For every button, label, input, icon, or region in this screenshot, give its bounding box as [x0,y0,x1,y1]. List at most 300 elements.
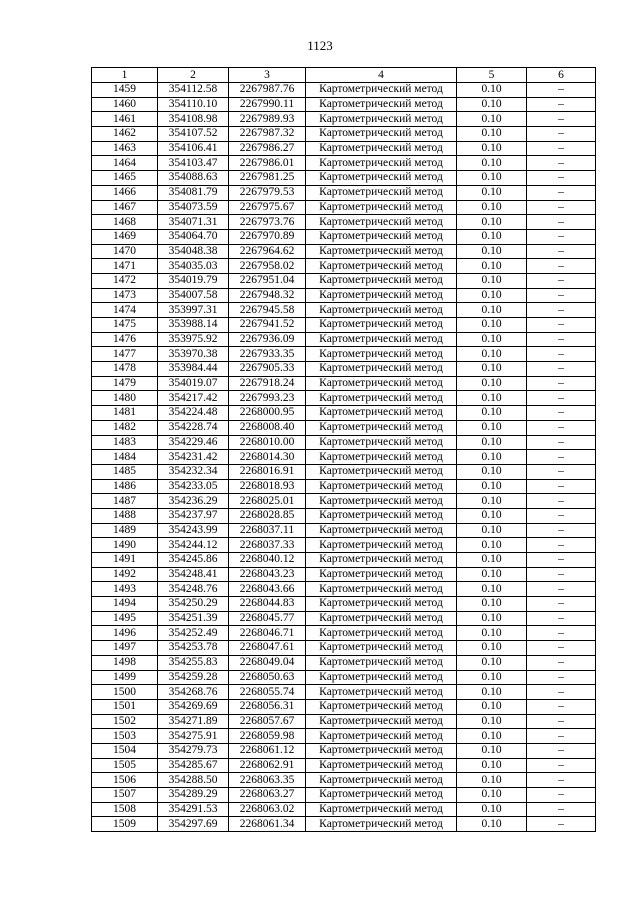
point-number-cell: 1505 [92,758,158,773]
x-coordinate-cell: 353970.38 [158,347,229,362]
x-coordinate-cell: 354035.03 [158,259,229,274]
point-number-cell: 1499 [92,670,158,685]
note-cell: – [527,597,596,612]
method-cell: Картометрический метод [306,508,457,523]
table-row [92,494,596,509]
method-cell: Картометрический метод [306,641,457,656]
note-cell: – [527,391,596,406]
point-number-cell: 1494 [92,597,158,612]
x-coordinate-cell: 354231.42 [158,450,229,465]
accuracy-cell: 0.10 [457,435,527,450]
point-number-cell: 1484 [92,450,158,465]
method-cell: Картометрический метод [306,611,457,626]
y-coordinate-cell: 2268063.27 [229,788,306,803]
x-coordinate-cell: 354108.98 [158,112,229,127]
point-number-cell: 1496 [92,626,158,641]
note-cell: – [527,508,596,523]
accuracy-cell: 0.10 [457,626,527,641]
accuracy-cell: 0.10 [457,332,527,347]
y-coordinate-cell: 2267948.32 [229,288,306,303]
y-coordinate-cell: 2268063.35 [229,773,306,788]
table-row [92,611,596,626]
note-cell: – [527,435,596,450]
y-coordinate-cell: 2268056.31 [229,699,306,714]
accuracy-cell: 0.10 [457,244,527,259]
method-cell: Картометрический метод [306,479,457,494]
x-coordinate-cell: 354081.79 [158,185,229,200]
x-coordinate-cell: 354250.29 [158,597,229,612]
method-cell: Картометрический метод [306,435,457,450]
accuracy-cell: 0.10 [457,670,527,685]
y-coordinate-cell: 2268028.85 [229,508,306,523]
y-coordinate-cell: 2267945.58 [229,303,306,318]
y-coordinate-cell: 2267987.32 [229,127,306,142]
point-number-cell: 1470 [92,244,158,259]
accuracy-cell: 0.10 [457,567,527,582]
y-coordinate-cell: 2268040.12 [229,553,306,568]
y-coordinate-cell: 2268000.95 [229,406,306,421]
y-coordinate-cell: 2267970.89 [229,229,306,244]
accuracy-cell: 0.10 [457,494,527,509]
note-cell: – [527,523,596,538]
x-coordinate-cell: 354285.67 [158,758,229,773]
y-coordinate-cell: 2268043.23 [229,567,306,582]
method-cell: Картометрический метод [306,141,457,156]
x-coordinate-cell: 353984.44 [158,362,229,377]
accuracy-cell: 0.10 [457,538,527,553]
x-coordinate-cell: 354237.97 [158,508,229,523]
note-cell: – [527,83,596,98]
point-number-cell: 1507 [92,788,158,803]
x-coordinate-cell: 354255.83 [158,655,229,670]
accuracy-cell: 0.10 [457,464,527,479]
y-coordinate-cell: 2267933.35 [229,347,306,362]
method-cell: Картометрический метод [306,817,457,832]
note-cell: – [527,171,596,186]
x-coordinate-cell: 354232.34 [158,464,229,479]
note-cell: – [527,259,596,274]
point-number-cell: 1464 [92,156,158,171]
point-number-cell: 1471 [92,259,158,274]
y-coordinate-cell: 2268061.34 [229,817,306,832]
table-row [92,362,596,377]
x-coordinate-cell: 354048.38 [158,244,229,259]
method-cell: Картометрический метод [306,347,457,362]
method-cell: Картометрический метод [306,729,457,744]
method-cell: Картометрический метод [306,288,457,303]
method-cell: Картометрический метод [306,567,457,582]
accuracy-cell: 0.10 [457,582,527,597]
point-number-cell: 1476 [92,332,158,347]
table-row [92,450,596,465]
point-number-cell: 1486 [92,479,158,494]
table-row [92,626,596,641]
x-coordinate-cell: 354064.70 [158,229,229,244]
y-coordinate-cell: 2268046.71 [229,626,306,641]
method-cell: Картометрический метод [306,788,457,803]
accuracy-cell: 0.10 [457,185,527,200]
method-cell: Картометрический метод [306,699,457,714]
accuracy-cell: 0.10 [457,729,527,744]
table-row [92,464,596,479]
table-row [92,508,596,523]
column-header-6: 6 [527,68,596,83]
x-coordinate-cell: 354019.79 [158,273,229,288]
note-cell: – [527,362,596,377]
point-number-cell: 1491 [92,553,158,568]
accuracy-cell: 0.10 [457,141,527,156]
method-cell: Картометрический метод [306,318,457,333]
table-row [92,347,596,362]
x-coordinate-cell: 354233.05 [158,479,229,494]
y-coordinate-cell: 2268047.61 [229,641,306,656]
y-coordinate-cell: 2267973.76 [229,215,306,230]
point-number-cell: 1474 [92,303,158,318]
note-cell: – [527,450,596,465]
method-cell: Картометрический метод [306,156,457,171]
point-number-cell: 1460 [92,97,158,112]
accuracy-cell: 0.10 [457,553,527,568]
method-cell: Картометрический метод [306,200,457,215]
table-row [92,523,596,538]
x-coordinate-cell: 354007.58 [158,288,229,303]
x-coordinate-cell: 354268.76 [158,685,229,700]
note-cell: – [527,156,596,171]
table-row [92,171,596,186]
point-number-cell: 1503 [92,729,158,744]
column-header-3: 3 [229,68,306,83]
table-row [92,259,596,274]
point-number-cell: 1469 [92,229,158,244]
y-coordinate-cell: 2267975.67 [229,200,306,215]
table-row [92,303,596,318]
note-cell: – [527,229,596,244]
y-coordinate-cell: 2267905.33 [229,362,306,377]
note-cell: – [527,288,596,303]
x-coordinate-cell: 354073.59 [158,200,229,215]
method-cell: Картометрический метод [306,97,457,112]
x-coordinate-cell: 354275.91 [158,729,229,744]
table-row [92,553,596,568]
accuracy-cell: 0.10 [457,303,527,318]
note-cell: – [527,626,596,641]
accuracy-cell: 0.10 [457,229,527,244]
y-coordinate-cell: 2268037.11 [229,523,306,538]
table-row [92,141,596,156]
method-cell: Картометрический метод [306,420,457,435]
table-row [92,229,596,244]
point-number-cell: 1481 [92,406,158,421]
x-coordinate-cell: 353988.14 [158,318,229,333]
y-coordinate-cell: 2268037.33 [229,538,306,553]
accuracy-cell: 0.10 [457,802,527,817]
method-cell: Картометрический метод [306,523,457,538]
accuracy-cell: 0.10 [457,127,527,142]
point-number-cell: 1504 [92,743,158,758]
accuracy-cell: 0.10 [457,376,527,391]
accuracy-cell: 0.10 [457,714,527,729]
y-coordinate-cell: 2268018.93 [229,479,306,494]
x-coordinate-cell: 354271.89 [158,714,229,729]
note-cell: – [527,318,596,333]
x-coordinate-cell: 354291.53 [158,802,229,817]
table-header-row [92,68,596,83]
point-number-cell: 1483 [92,435,158,450]
method-cell: Картометрический метод [306,215,457,230]
page-number: 1123 [307,38,333,53]
accuracy-cell: 0.10 [457,479,527,494]
y-coordinate-cell: 2267979.53 [229,185,306,200]
accuracy-cell: 0.10 [457,288,527,303]
table-row [92,435,596,450]
table-row [92,685,596,700]
method-cell: Картометрический метод [306,758,457,773]
accuracy-cell: 0.10 [457,215,527,230]
method-cell: Картометрический метод [306,553,457,568]
y-coordinate-cell: 2268055.74 [229,685,306,700]
point-number-cell: 1492 [92,567,158,582]
table-row [92,743,596,758]
y-coordinate-cell: 2268061.12 [229,743,306,758]
point-number-cell: 1497 [92,641,158,656]
note-cell: – [527,758,596,773]
note-cell: – [527,127,596,142]
table-row [92,244,596,259]
note-cell: – [527,141,596,156]
point-number-cell: 1502 [92,714,158,729]
y-coordinate-cell: 2268016.91 [229,464,306,479]
method-cell: Картометрический метод [306,714,457,729]
x-coordinate-cell: 354107.52 [158,127,229,142]
method-cell: Картометрический метод [306,376,457,391]
note-cell: – [527,479,596,494]
point-number-cell: 1473 [92,288,158,303]
table-row [92,273,596,288]
note-cell: – [527,567,596,582]
table-row [92,127,596,142]
table-row [92,479,596,494]
x-coordinate-cell: 354243.99 [158,523,229,538]
table-row [92,817,596,832]
x-coordinate-cell: 354248.76 [158,582,229,597]
column-header-1: 1 [92,68,158,83]
table-row [92,788,596,803]
accuracy-cell: 0.10 [457,699,527,714]
table-row [92,332,596,347]
y-coordinate-cell: 2268059.98 [229,729,306,744]
method-cell: Картометрический метод [306,685,457,700]
x-coordinate-cell: 354245.86 [158,553,229,568]
note-cell: – [527,582,596,597]
table-row [92,376,596,391]
note-cell: – [527,420,596,435]
note-cell: – [527,611,596,626]
note-cell: – [527,200,596,215]
x-coordinate-cell: 354244.12 [158,538,229,553]
accuracy-cell: 0.10 [457,655,527,670]
x-coordinate-cell: 354217.42 [158,391,229,406]
method-cell: Картометрический метод [306,127,457,142]
table-row [92,655,596,670]
point-number-cell: 1463 [92,141,158,156]
accuracy-cell: 0.10 [457,743,527,758]
note-cell: – [527,376,596,391]
note-cell: – [527,773,596,788]
method-cell: Картометрический метод [306,597,457,612]
y-coordinate-cell: 2267958.02 [229,259,306,274]
y-coordinate-cell: 2268043.66 [229,582,306,597]
point-number-cell: 1478 [92,362,158,377]
y-coordinate-cell: 2268050.63 [229,670,306,685]
note-cell: – [527,538,596,553]
y-coordinate-cell: 2267987.76 [229,83,306,98]
y-coordinate-cell: 2268014.30 [229,450,306,465]
accuracy-cell: 0.10 [457,597,527,612]
method-cell: Картометрический метод [306,464,457,479]
method-cell: Картометрический метод [306,406,457,421]
accuracy-cell: 0.10 [457,420,527,435]
method-cell: Картометрический метод [306,626,457,641]
accuracy-cell: 0.10 [457,318,527,333]
y-coordinate-cell: 2268010.00 [229,435,306,450]
note-cell: – [527,714,596,729]
note-cell: – [527,185,596,200]
method-cell: Картометрический метод [306,112,457,127]
y-coordinate-cell: 2268062.91 [229,758,306,773]
accuracy-cell: 0.10 [457,259,527,274]
note-cell: – [527,347,596,362]
table-row [92,97,596,112]
point-number-cell: 1509 [92,817,158,832]
table-row [92,185,596,200]
method-cell: Картометрический метод [306,332,457,347]
y-coordinate-cell: 2267989.93 [229,112,306,127]
table-row [92,83,596,98]
accuracy-cell: 0.10 [457,450,527,465]
table-row [92,288,596,303]
point-number-cell: 1500 [92,685,158,700]
y-coordinate-cell: 2267981.25 [229,171,306,186]
point-number-cell: 1467 [92,200,158,215]
x-coordinate-cell: 353975.92 [158,332,229,347]
method-cell: Картометрический метод [306,655,457,670]
x-coordinate-cell: 354289.29 [158,788,229,803]
table-row [92,699,596,714]
method-cell: Картометрический метод [306,171,457,186]
x-coordinate-cell: 354252.49 [158,626,229,641]
note-cell: – [527,303,596,318]
method-cell: Картометрический метод [306,582,457,597]
accuracy-cell: 0.10 [457,97,527,112]
table-row [92,391,596,406]
y-coordinate-cell: 2268044.83 [229,597,306,612]
table-row [92,582,596,597]
point-number-cell: 1480 [92,391,158,406]
accuracy-cell: 0.10 [457,362,527,377]
accuracy-cell: 0.10 [457,171,527,186]
point-number-cell: 1485 [92,464,158,479]
x-coordinate-cell: 354071.31 [158,215,229,230]
method-cell: Картометрический метод [306,259,457,274]
accuracy-cell: 0.10 [457,391,527,406]
method-cell: Картометрический метод [306,303,457,318]
y-coordinate-cell: 2267986.01 [229,156,306,171]
point-number-cell: 1498 [92,655,158,670]
note-cell: – [527,215,596,230]
point-number-cell: 1477 [92,347,158,362]
point-number-cell: 1489 [92,523,158,538]
method-cell: Картометрический метод [306,83,457,98]
point-number-cell: 1506 [92,773,158,788]
accuracy-cell: 0.10 [457,817,527,832]
accuracy-cell: 0.10 [457,788,527,803]
method-cell: Картометрический метод [306,362,457,377]
point-number-cell: 1482 [92,420,158,435]
y-coordinate-cell: 2267936.09 [229,332,306,347]
note-cell: – [527,332,596,347]
method-cell: Картометрический метод [306,391,457,406]
y-coordinate-cell: 2267986.27 [229,141,306,156]
note-cell: – [527,729,596,744]
note-cell: – [527,244,596,259]
accuracy-cell: 0.10 [457,611,527,626]
table-body [92,83,596,832]
point-number-cell: 1465 [92,171,158,186]
x-coordinate-cell: 354297.69 [158,817,229,832]
x-coordinate-cell: 354112.58 [158,83,229,98]
column-header-5: 5 [457,68,527,83]
note-cell: – [527,464,596,479]
x-coordinate-cell: 354251.39 [158,611,229,626]
table-row [92,802,596,817]
accuracy-cell: 0.10 [457,200,527,215]
point-number-cell: 1488 [92,508,158,523]
x-coordinate-cell: 354106.41 [158,141,229,156]
method-cell: Картометрический метод [306,244,457,259]
y-coordinate-cell: 2268057.67 [229,714,306,729]
method-cell: Картометрический метод [306,802,457,817]
table-row [92,714,596,729]
point-number-cell: 1479 [92,376,158,391]
method-cell: Картометрический метод [306,185,457,200]
point-number-cell: 1459 [92,83,158,98]
note-cell: – [527,670,596,685]
y-coordinate-cell: 2268025.01 [229,494,306,509]
note-cell: – [527,788,596,803]
y-coordinate-cell: 2268063.02 [229,802,306,817]
accuracy-cell: 0.10 [457,758,527,773]
table-row [92,729,596,744]
x-coordinate-cell: 354279.73 [158,743,229,758]
column-header-4: 4 [306,68,457,83]
point-number-cell: 1487 [92,494,158,509]
table-row [92,758,596,773]
x-coordinate-cell: 354288.50 [158,773,229,788]
note-cell: – [527,494,596,509]
method-cell: Картометрический метод [306,450,457,465]
accuracy-cell: 0.10 [457,347,527,362]
note-cell: – [527,112,596,127]
table-row [92,773,596,788]
table-row [92,200,596,215]
point-number-cell: 1468 [92,215,158,230]
accuracy-cell: 0.10 [457,156,527,171]
note-cell: – [527,685,596,700]
point-number-cell: 1490 [92,538,158,553]
table-row [92,156,596,171]
table-row [92,420,596,435]
method-cell: Картометрический метод [306,229,457,244]
